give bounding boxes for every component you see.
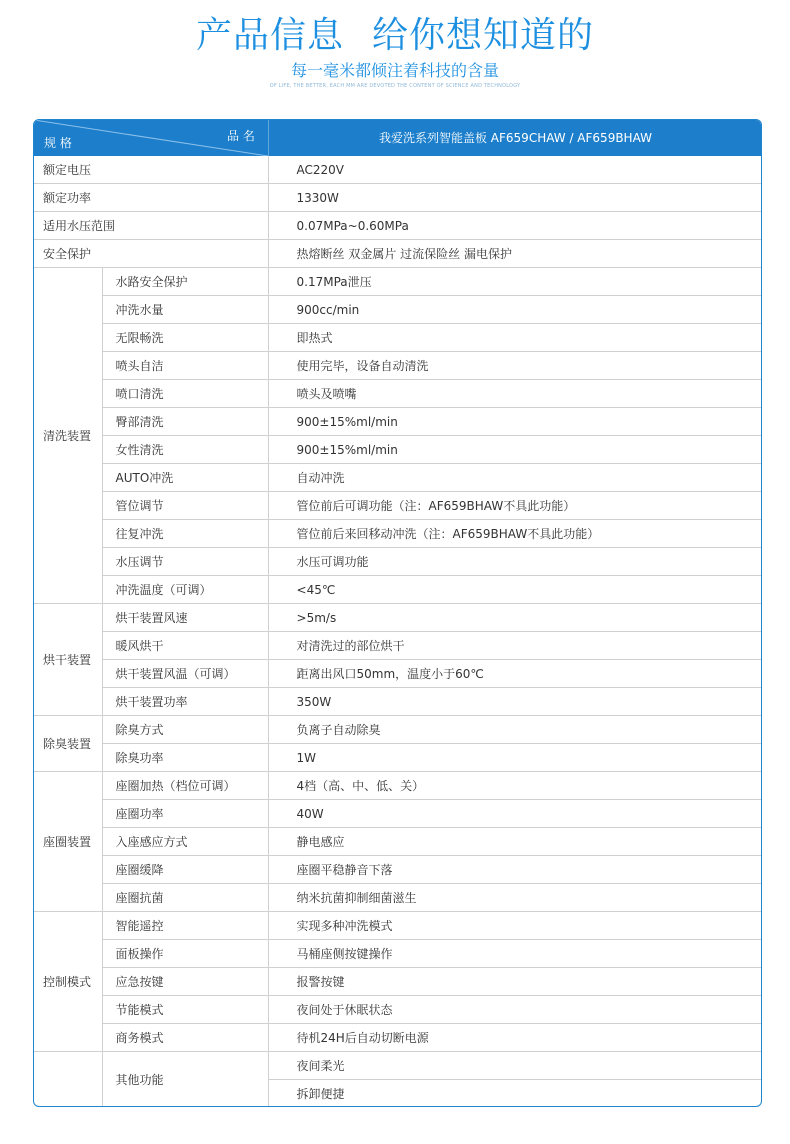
spec-value: 静电感应 xyxy=(268,828,761,856)
spec-key: 座圈功率 xyxy=(102,800,268,828)
table-row xyxy=(34,380,761,408)
spec-value: 夜间处于休眠状态 xyxy=(268,996,761,1024)
spec-value: 900±15%ml/min xyxy=(268,436,761,464)
table-row xyxy=(34,464,761,492)
spec-value: 待机24H后自动切断电源 xyxy=(268,1024,761,1052)
group-name: 清洗装置 xyxy=(34,268,102,604)
table-row xyxy=(34,912,761,940)
table-row xyxy=(34,324,761,352)
title-part-1: 产品信息 xyxy=(195,15,344,56)
spec-value: 4档（高、中、低、关） xyxy=(268,772,761,800)
table-row xyxy=(34,296,761,324)
table-row xyxy=(34,604,761,632)
spec-key: 烘干装置风速 xyxy=(102,604,268,632)
spec-value: 马桶座侧按键操作 xyxy=(268,940,761,968)
page-title xyxy=(0,14,790,58)
table-row xyxy=(34,940,761,968)
spec-value: 水压可调功能 xyxy=(268,548,761,576)
spec-key: 入座感应方式 xyxy=(102,828,268,856)
tagline-english: OF LIFE, THE BETTER, EACH MM ARE DEVOTED THE CONTENT OF SCIENCE AND TECHNOLOGY xyxy=(269,83,521,89)
spec-key: 喷口清洗 xyxy=(102,380,268,408)
spec-value: 1W xyxy=(268,744,761,772)
spec-key: 喷头自洁 xyxy=(102,352,268,380)
spec-key: 额定电压 xyxy=(34,156,268,184)
model-name: 我爱洗系列智能盖板 AF659CHAW / AF659BHAW xyxy=(268,120,762,156)
spec-table-card xyxy=(33,119,762,1107)
spec-value: 即热式 xyxy=(268,324,761,352)
spec-value: 纳米抗菌抑制细菌滋生 xyxy=(268,884,761,912)
table-row xyxy=(34,436,761,464)
spec-key: 座圈缓降 xyxy=(102,856,268,884)
spec-key: 座圈加热（档位可调） xyxy=(102,772,268,800)
table-row xyxy=(34,660,761,688)
table-row xyxy=(34,744,761,772)
table-row xyxy=(34,884,761,912)
spec-key: AUTO冲洗 xyxy=(102,464,268,492)
spec-value: 0.17MPa泄压 xyxy=(268,268,761,296)
group-name-empty xyxy=(34,1052,102,1108)
spec-value: AC220V xyxy=(268,156,761,184)
group-name: 座圈装置 xyxy=(34,772,102,912)
spec-value: 0.07MPa~0.60MPa xyxy=(268,212,761,240)
spec-value: 350W xyxy=(268,688,761,716)
spec-value: 使用完毕，设备自动清洗 xyxy=(268,352,761,380)
spec-key: 冲洗水量 xyxy=(102,296,268,324)
spec-key: 除臭方式 xyxy=(102,716,268,744)
table-row xyxy=(34,156,761,184)
group-name: 控制模式 xyxy=(34,912,102,1052)
page-subtitle: 每一毫米都倾注着科技的含量 xyxy=(290,61,499,80)
table-row xyxy=(34,632,761,660)
spec-key: 应急按键 xyxy=(102,968,268,996)
title-part-2: 给你想知道的 xyxy=(372,15,595,56)
spec-value: 管位前后可调功能（注：AF659BHAW不具此功能） xyxy=(268,492,761,520)
table-row xyxy=(34,268,761,296)
table-row xyxy=(34,240,761,268)
spec-key: 适用水压范围 xyxy=(34,212,268,240)
spec-value: <45℃ xyxy=(268,576,761,604)
spec-value: 夜间柔光 xyxy=(268,1052,761,1080)
spec-table xyxy=(34,156,761,1107)
spec-value: 自动冲洗 xyxy=(268,464,761,492)
header xyxy=(0,0,790,90)
spec-key: 水压调节 xyxy=(102,548,268,576)
spec-value: 实现多种冲洗模式 xyxy=(268,912,761,940)
spec-key: 座圈抗菌 xyxy=(102,884,268,912)
table-row xyxy=(34,212,761,240)
table-row xyxy=(34,548,761,576)
name-column-label: 品 名 xyxy=(227,129,255,143)
spec-table-header xyxy=(34,120,761,156)
spec-key: 女性清洗 xyxy=(102,436,268,464)
spec-value: 对清洗过的部位烘干 xyxy=(268,632,761,660)
spec-key: 往复冲洗 xyxy=(102,520,268,548)
table-row xyxy=(34,492,761,520)
table-row xyxy=(34,352,761,380)
table-row xyxy=(34,184,761,212)
spec-value: 900cc/min xyxy=(268,296,761,324)
spec-key: 额定功率 xyxy=(34,184,268,212)
table-row xyxy=(34,856,761,884)
table-row xyxy=(34,800,761,828)
table-row xyxy=(34,520,761,548)
spec-value: 900±15%ml/min xyxy=(268,408,761,436)
table-row xyxy=(34,828,761,856)
spec-key: 臀部清洗 xyxy=(102,408,268,436)
spec-key: 节能模式 xyxy=(102,996,268,1024)
spec-key: 智能遥控 xyxy=(102,912,268,940)
spec-value: >5m/s xyxy=(268,604,761,632)
group-name: 除臭装置 xyxy=(34,716,102,772)
table-row xyxy=(34,688,761,716)
spec-key: 无限畅洗 xyxy=(102,324,268,352)
spec-value: 报警按键 xyxy=(268,968,761,996)
table-row xyxy=(34,408,761,436)
spec-value: 距离出风口50mm，温度小于60℃ xyxy=(268,660,761,688)
spec-key: 暖风烘干 xyxy=(102,632,268,660)
table-row xyxy=(34,968,761,996)
spec-key: 烘干装置风温（可调） xyxy=(102,660,268,688)
spec-key: 安全保护 xyxy=(34,240,268,268)
spec-key: 冲洗温度（可调） xyxy=(102,576,268,604)
spec-value: 拆卸便捷 xyxy=(268,1080,761,1108)
spec-value: 喷头及喷嘴 xyxy=(268,380,761,408)
table-row xyxy=(34,1052,761,1080)
table-row xyxy=(34,716,761,744)
spec-value: 热熔断丝 双金属片 过流保险丝 漏电保护 xyxy=(268,240,761,268)
spec-column-label: 规 格 xyxy=(44,136,72,150)
spec-value: 座圈平稳静音下落 xyxy=(268,856,761,884)
table-row xyxy=(34,996,761,1024)
group-name: 烘干装置 xyxy=(34,604,102,716)
spec-key: 管位调节 xyxy=(102,492,268,520)
table-row xyxy=(34,1024,761,1052)
spec-key: 除臭功率 xyxy=(102,744,268,772)
spec-key: 水路安全保护 xyxy=(102,268,268,296)
spec-value: 1330W xyxy=(268,184,761,212)
spec-value: 40W xyxy=(268,800,761,828)
spec-key: 其他功能 xyxy=(102,1052,268,1108)
spec-key: 面板操作 xyxy=(102,940,268,968)
spec-value: 管位前后来回移动冲洗（注：AF659BHAW不具此功能） xyxy=(268,520,761,548)
spec-key: 烘干装置功率 xyxy=(102,688,268,716)
table-row xyxy=(34,576,761,604)
spec-value: 负离子自动除臭 xyxy=(268,716,761,744)
table-row xyxy=(34,772,761,800)
spec-key: 商务模式 xyxy=(102,1024,268,1052)
